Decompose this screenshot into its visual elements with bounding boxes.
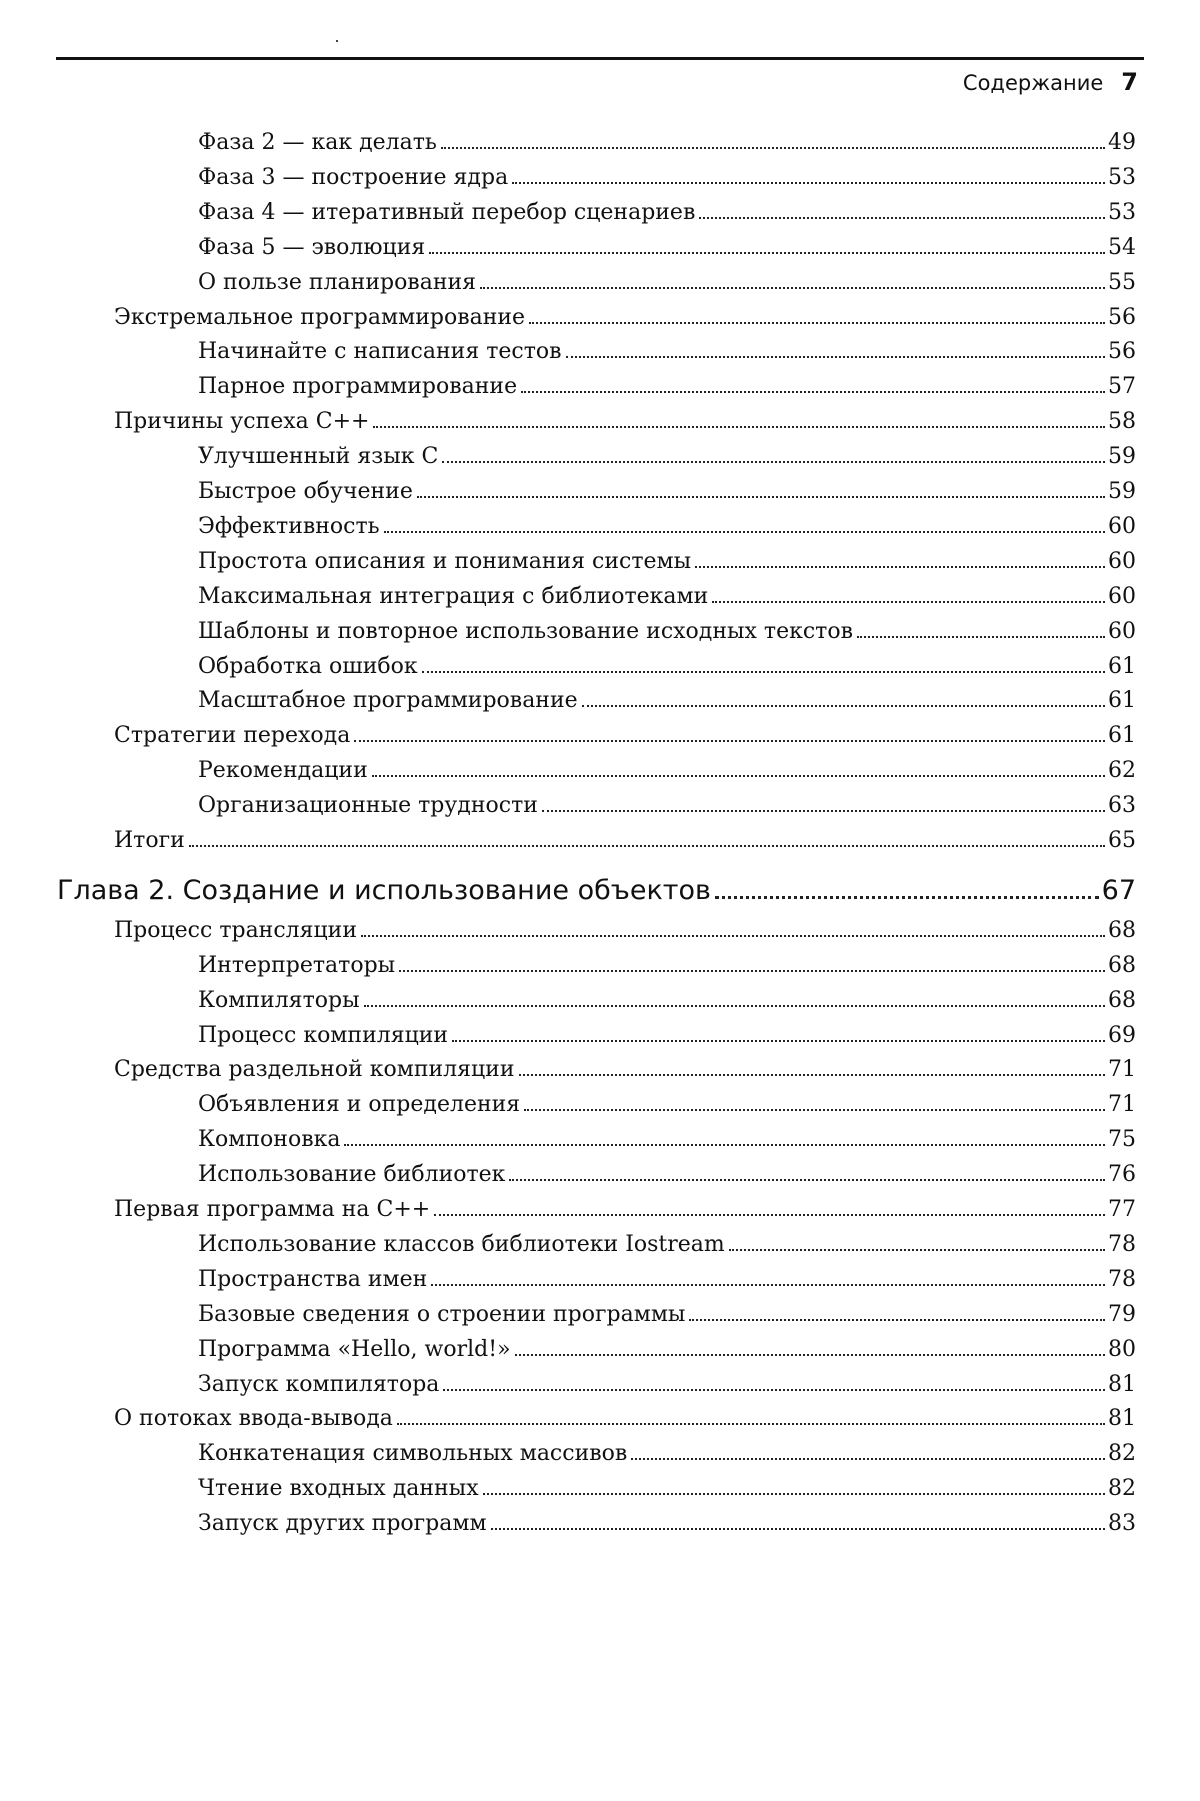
toc-entry xyxy=(198,1265,1136,1295)
dot-leader xyxy=(689,1319,1105,1321)
toc-entry-title: Организационные трудности xyxy=(198,793,538,819)
dot-leader xyxy=(529,322,1105,324)
toc-entry-page: 78 xyxy=(1108,1266,1136,1292)
dot-leader xyxy=(384,531,1105,533)
toc-entry xyxy=(198,1439,1136,1469)
dot-leader xyxy=(441,147,1105,149)
toc-entry xyxy=(198,128,1136,158)
toc-chapter-entry xyxy=(57,873,1136,909)
toc-entry xyxy=(198,442,1136,472)
toc-entry-title: Максимальная интеграция с библиотеками xyxy=(198,583,709,609)
toc-entry xyxy=(198,1230,1136,1260)
dot-leader xyxy=(509,1179,1105,1181)
toc-entry xyxy=(114,407,1136,437)
dot-leader xyxy=(631,1458,1105,1460)
toc-entry-page: 49 xyxy=(1108,130,1136,155)
toc-entry-page: 81 xyxy=(1108,1406,1136,1432)
toc-entry-page: 55 xyxy=(1108,269,1136,295)
toc-entry-title: Шаблоны и повторное использование исходных текстов xyxy=(198,618,853,644)
toc-entry-title: Быстрое обучение xyxy=(198,479,413,504)
toc-entry-page: 69 xyxy=(1108,1022,1136,1048)
toc-entry xyxy=(198,1021,1136,1051)
dot-leader xyxy=(524,1109,1105,1111)
toc-entry xyxy=(198,233,1136,263)
toc-entry-page: 65 xyxy=(1108,828,1136,853)
toc-entry-title: Фаза 5 — эволюция xyxy=(198,234,426,260)
toc-entry xyxy=(198,1474,1136,1504)
toc-entry-title: Процесс трансляции xyxy=(114,917,357,943)
toc-entry xyxy=(198,163,1136,193)
toc-entry xyxy=(114,1404,1136,1434)
toc-entry-page: 68 xyxy=(1108,917,1136,943)
toc-entry-title: Конкатенация символьных массивов xyxy=(198,1441,628,1467)
toc-entry-page: 80 xyxy=(1108,1336,1136,1362)
toc-entry-title: Базовые сведения о строении программы xyxy=(198,1301,686,1327)
toc-entry-title: Итоги xyxy=(114,828,185,853)
dot-leader xyxy=(189,845,1105,847)
toc-entry-page: 60 xyxy=(1108,513,1136,539)
dot-leader xyxy=(515,1354,1105,1356)
toc-entry-title: Использование классов библиотеки Iostream xyxy=(198,1231,725,1257)
toc-entry xyxy=(198,337,1136,367)
toc-entry-page: 75 xyxy=(1108,1127,1136,1153)
toc-entry-title: Интерпретаторы xyxy=(198,952,396,978)
toc-entry xyxy=(198,791,1136,821)
toc-entry xyxy=(198,1509,1136,1539)
toc-entry xyxy=(198,372,1136,402)
toc-entry-title: Масштабное программирование xyxy=(198,688,578,714)
toc-entry xyxy=(114,826,1136,856)
toc-entry-page: 58 xyxy=(1108,409,1136,435)
toc-entry xyxy=(198,617,1136,647)
toc-entry xyxy=(198,1125,1136,1155)
toc-entry-page: 61 xyxy=(1108,723,1136,749)
toc-entry xyxy=(198,951,1136,981)
toc-entry-title: Парное программирование xyxy=(198,374,518,400)
toc-entry-page: 76 xyxy=(1108,1162,1136,1188)
toc-entry-page: 56 xyxy=(1108,339,1136,365)
dot-leader xyxy=(857,636,1105,638)
dot-leader xyxy=(452,1040,1105,1042)
running-head xyxy=(963,68,1138,96)
toc-entry xyxy=(198,268,1136,298)
dot-leader xyxy=(429,252,1105,254)
toc-entry-title: Пространства имен xyxy=(198,1266,428,1292)
toc-entry xyxy=(198,1370,1136,1400)
dot-leader xyxy=(729,1249,1105,1251)
dot-leader xyxy=(699,217,1105,219)
toc-entry-page: 59 xyxy=(1108,479,1136,504)
toc-entry xyxy=(198,477,1136,507)
toc-entry-page: 82 xyxy=(1108,1441,1136,1467)
dot-leader xyxy=(431,1284,1105,1286)
toc-entry-page: 68 xyxy=(1108,952,1136,978)
dot-leader xyxy=(434,1214,1105,1216)
toc-entry-page: 59 xyxy=(1108,444,1136,470)
toc-entry-page: 53 xyxy=(1108,164,1136,190)
toc-entry-title: Эффективность xyxy=(198,513,380,539)
running-head-title: Содержание xyxy=(962,71,1104,95)
toc-entry-page: 54 xyxy=(1108,234,1136,260)
toc-entry-page: 60 xyxy=(1108,583,1136,609)
toc-entry-title: Процесс компиляции xyxy=(198,1022,449,1048)
toc-entry xyxy=(198,547,1136,577)
toc-entry xyxy=(198,1090,1136,1120)
toc-entry-title: Начинайте с написания тестов xyxy=(198,339,562,365)
toc-entry-page: 60 xyxy=(1108,618,1136,644)
toc-entry xyxy=(198,1160,1136,1190)
toc-entry-title: Запуск других программ xyxy=(198,1511,487,1537)
toc-entry xyxy=(198,512,1136,542)
toc-entry-page: 61 xyxy=(1108,688,1136,714)
toc-entry-title: Глава 2. Создание и использование объектов xyxy=(57,874,711,906)
toc-entry-title: О пользе планирования xyxy=(198,269,477,295)
toc-entry-page: 83 xyxy=(1108,1511,1136,1537)
dot-leader xyxy=(354,740,1105,742)
dot-leader xyxy=(480,287,1105,289)
toc-entry-title: Экстремальное программирование xyxy=(114,304,526,330)
toc-entry-title: Фаза 3 — построение ядра xyxy=(198,164,509,190)
toc-entry-title: Компиляторы xyxy=(198,987,360,1013)
toc-entry-title: Объявления и определения xyxy=(198,1092,521,1118)
toc-entry xyxy=(114,916,1136,946)
toc-entry xyxy=(198,756,1136,786)
dot-leader xyxy=(521,391,1105,393)
toc-entry xyxy=(198,198,1136,228)
dot-leader xyxy=(712,601,1105,603)
toc-entry-title: Стратегии перехода xyxy=(114,723,351,749)
dot-leader xyxy=(397,1423,1105,1425)
toc-entry-title: Использование библиотек xyxy=(198,1162,506,1188)
dot-leader xyxy=(483,1493,1105,1495)
toc-entry-title: Средства раздельной компиляции xyxy=(114,1057,515,1083)
dot-leader xyxy=(542,810,1105,812)
dot-leader xyxy=(512,182,1105,184)
dot-leader xyxy=(715,896,1099,899)
dot-leader xyxy=(422,671,1105,673)
dot-leader xyxy=(372,775,1105,777)
header-rule xyxy=(56,57,1144,60)
toc-entry xyxy=(198,652,1136,682)
toc-entry-title: Программа «Hello, world!» xyxy=(198,1336,511,1362)
toc-entry-page: 71 xyxy=(1108,1092,1136,1118)
toc-entry xyxy=(114,1195,1136,1225)
toc-entry-title: Обработка ошибок xyxy=(198,653,418,679)
toc-entry-page: 61 xyxy=(1108,653,1136,679)
dot-leader xyxy=(417,496,1105,498)
toc-entry-title: Компоновка xyxy=(198,1127,341,1153)
toc-entry xyxy=(198,582,1136,612)
toc-entry-title: Запуск компилятора xyxy=(198,1371,440,1397)
toc-entry-page: 71 xyxy=(1108,1057,1136,1083)
dot-leader xyxy=(344,1144,1105,1146)
toc-entry-title: Причины успеха C++ xyxy=(114,409,370,435)
toc-entry-page: 68 xyxy=(1108,987,1136,1013)
toc-entry-page: 77 xyxy=(1108,1197,1136,1222)
toc-entry-title: Простота описания и понимания системы xyxy=(198,548,692,574)
toc-entry-page: 82 xyxy=(1108,1476,1136,1502)
toc-entry-page: 67 xyxy=(1101,874,1136,906)
dot-leader xyxy=(364,1005,1105,1007)
toc-entry xyxy=(198,986,1136,1016)
dot-leader xyxy=(443,1389,1105,1391)
toc-entry-title: Первая программа на C++ xyxy=(114,1197,431,1222)
toc-entry-page: 81 xyxy=(1108,1371,1136,1397)
dot-leader xyxy=(582,705,1105,707)
toc-entry-title: Фаза 4 — итеративный перебор сценариев xyxy=(198,199,696,225)
dot-leader xyxy=(519,1074,1105,1076)
toc-entry xyxy=(198,1300,1136,1330)
toc-entry-page: 56 xyxy=(1108,304,1136,330)
toc-entry-page: 63 xyxy=(1108,793,1136,819)
toc-entry-title: Рекомендации xyxy=(198,758,368,784)
toc-entry-page: 60 xyxy=(1108,548,1136,574)
page-number: 7 xyxy=(1121,68,1138,96)
toc-entry-title: О потоках ввода-вывода xyxy=(114,1406,393,1432)
dot-leader xyxy=(399,970,1105,972)
toc-entry-page: 62 xyxy=(1108,758,1136,784)
toc-entry xyxy=(198,686,1136,716)
toc-entry xyxy=(114,1055,1136,1085)
scan-speck xyxy=(336,40,338,42)
toc-entry xyxy=(198,1335,1136,1365)
toc-entry-page: 78 xyxy=(1108,1231,1136,1257)
toc-entry-page: 53 xyxy=(1108,199,1136,225)
dot-leader xyxy=(361,935,1105,937)
toc-entry-title: Чтение входных данных xyxy=(198,1476,479,1502)
toc-entry-page: 57 xyxy=(1108,374,1136,400)
toc-entry-title: Улучшенный язык C xyxy=(198,444,439,470)
toc-entry xyxy=(114,721,1136,751)
dot-leader xyxy=(373,426,1105,428)
dot-leader xyxy=(566,356,1105,358)
dot-leader xyxy=(695,566,1105,568)
dot-leader xyxy=(491,1528,1105,1530)
toc-entry-title: Фаза 2 — как делать xyxy=(198,130,437,155)
toc-entry xyxy=(114,303,1136,333)
dot-leader xyxy=(442,461,1105,463)
toc-entry-page: 79 xyxy=(1108,1301,1136,1327)
